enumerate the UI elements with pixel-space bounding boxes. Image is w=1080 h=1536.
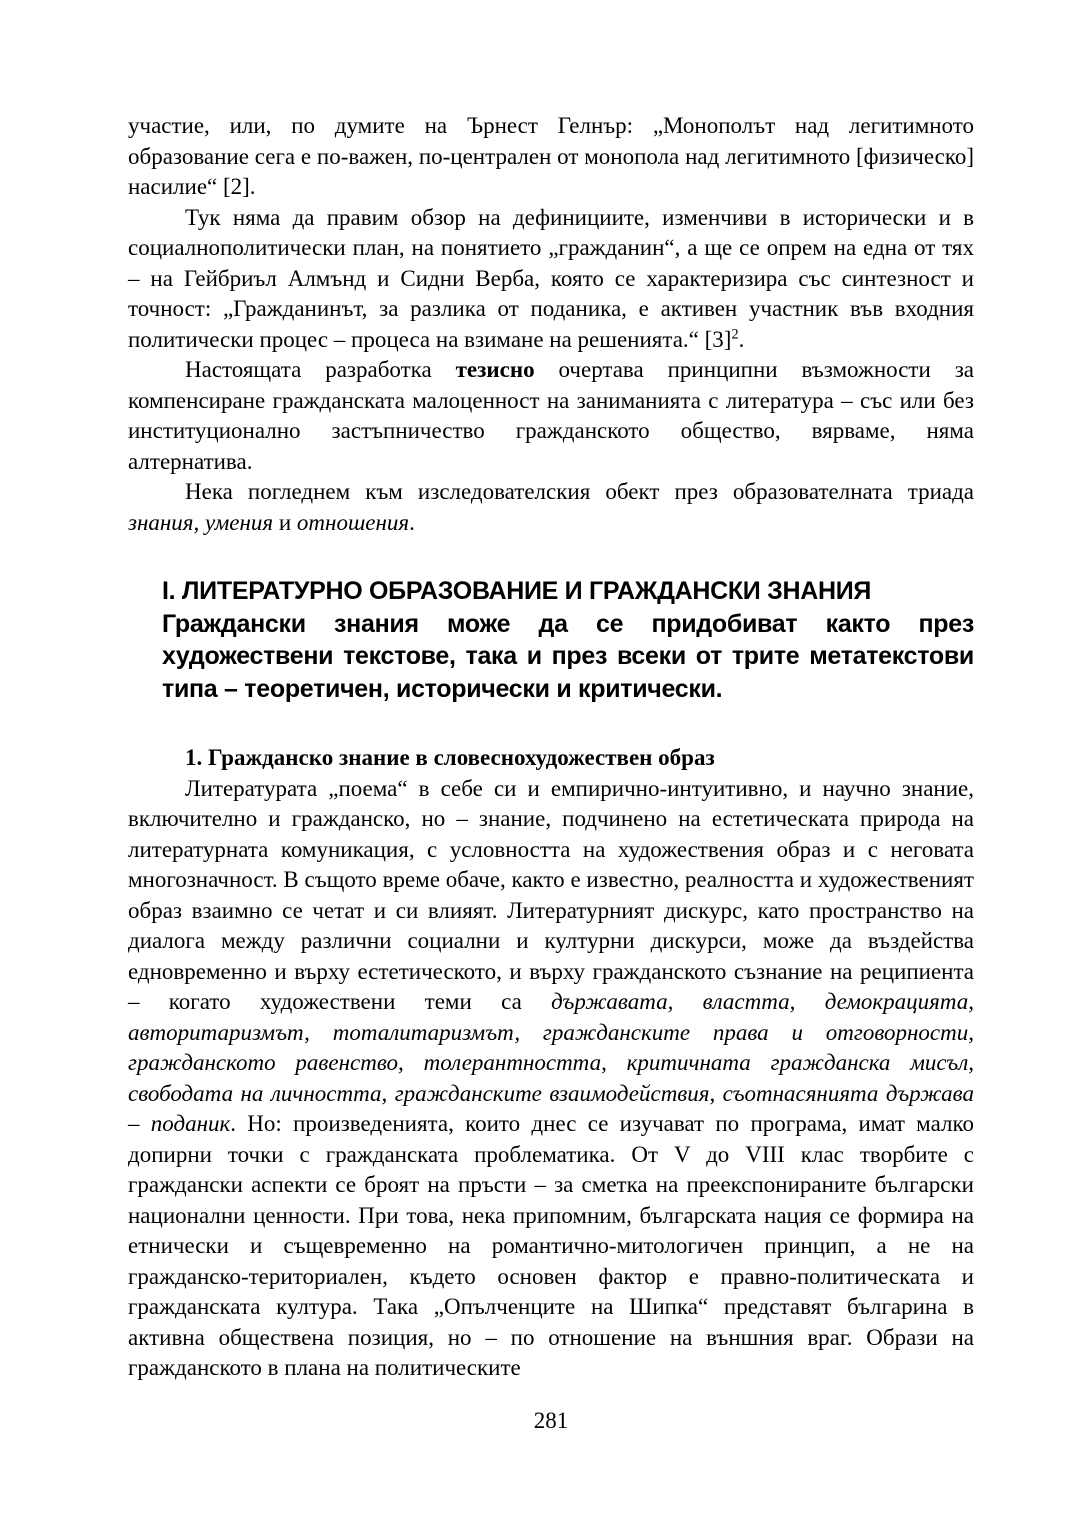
text-run: Настоящата разработка — [185, 357, 456, 382]
text-run: тезисно — [455, 357, 535, 382]
text-run: и — [273, 509, 297, 535]
body-paragraph — [128, 111, 974, 203]
body-paragraph — [128, 355, 974, 477]
text-run: отношения — [296, 509, 410, 535]
text-run: . Но: произведенията, които днес се изучават по програма, имат малко допирни точки с гражданската проблематика. От V до VIII клас творбите с граждански аспекти се броят на пръсти – за сметка на преекспонираните български национални ценности. При това, нека припомним, българската нация се формира на етнически и същевременно на романтично-митологичен принцип, а не на гражданско-териториален, където основен фактор е правно-политическата и гражданската култура. Така „Опълченците на Шипка“ представят българина в активна обществена позиция, но – по отношение на външния враг. Образи на гражданското в плана на политическите — [128, 1111, 974, 1380]
body-paragraph — [128, 203, 974, 356]
page-content — [128, 111, 974, 1436]
subsection-title: 1. Гражданско знание в словеснохудожествен образ — [185, 745, 715, 770]
text-run: Нека погледнем към изследователския обект през образователната триада — [185, 479, 974, 504]
text-run: Литературата „поема“ в себе си и емпирично-интуитивно, и научно знание, включително и гражданско, но – знание, подчинено на естетическата природа на литературната комуникация, с условността на художествения образ и с неговата многозначност. В същото време обаче, както е известно, реалността и художественият образ взаимно се четат и си влияят. Литературният дискурс, като пространство на диалога между различни социални и културни дискурси, може да въздейства едновременно и върху естетическото, и върху гражданското съзнание на реципиента – когато художествени теми са — [128, 775, 974, 1014]
body-paragraph — [128, 477, 974, 538]
text-run: Тук няма да правим обзор на дефинициите, изменчиви в исторически и в социалнополитически план, на понятието „гражданин“, а ще се опрем на една от тях – на Гейбриъл Алмънд и Сидни Верба, която се характеризира със синтезност и точност: „Гражданинът, за разлика от поданика, е активен участник във входния политически процес – процеса на взимане на решенията.“ [3] — [128, 204, 974, 352]
text-run: . — [738, 326, 745, 352]
text-run: 2 — [731, 325, 739, 342]
text-run: държавата, властта, демокрацията, авторитаризмът, тоталитаризмът, гражданските права и отговорности, гражданското равенство, толерантността, критичната гражданска мисъл, свободата на личността, гражданските взаимодействия, съотнасянията държава – поданик — [128, 989, 975, 1136]
text-run: . — [409, 509, 415, 535]
text-run: знания, умения — [128, 509, 274, 535]
section-title: I. ЛИТЕРАТУРНО ОБРАЗОВАНИЕ И ГРАЖДАНСКИ ЗНАНИЯ — [162, 577, 872, 605]
section-heading — [162, 575, 974, 705]
section-lead: Граждански знания може да се придобиват както през художествени текстове, така и през всеки от трите метатекстови типа – теоретичен, исторически и критически. — [162, 609, 974, 703]
body-paragraph — [128, 774, 974, 1384]
page-number: 281 — [533, 1407, 569, 1433]
text-run: участие, или, по думите на Ърнест Гелнър: „Монополът над легитимното образование сега е по-важен, по-централен от монопола над легитимното [физическо] насилие“ [2]. — [128, 113, 974, 199]
text-run: очертава принципни възможности за компенсиране гражданската малоценност на заниманията с литература – със или без институционално застъпничество гражданското общество, вярваме, няма алтернатива. — [128, 357, 974, 474]
